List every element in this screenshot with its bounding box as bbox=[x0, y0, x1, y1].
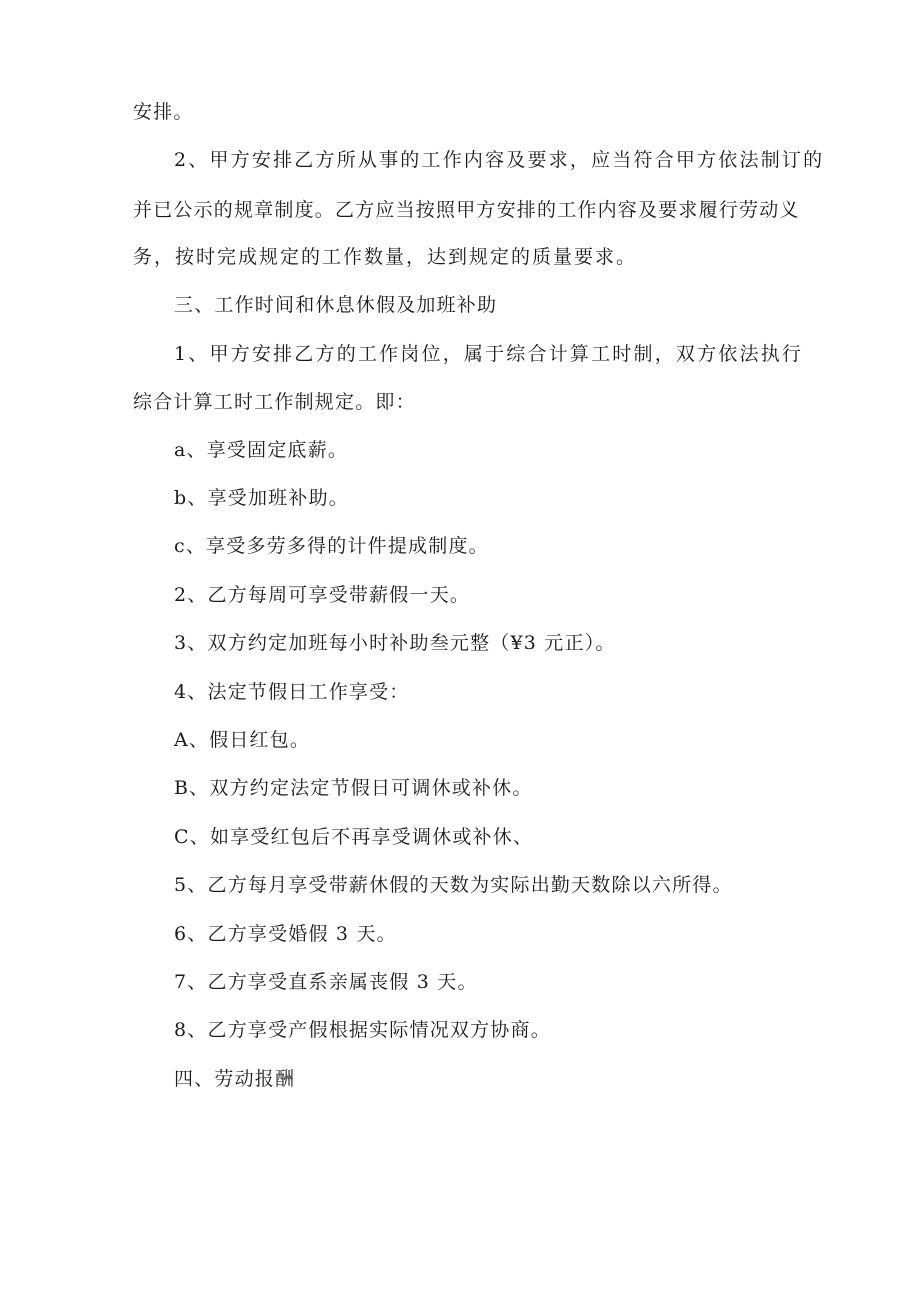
section-heading: 三、工作时间和休息休假及加班补助 bbox=[174, 294, 498, 316]
list-item: 6、乙方享受婚假 3 天。 bbox=[174, 923, 397, 945]
list-item: C、如享受红包后不再享受调休或补休、 bbox=[174, 826, 534, 848]
list-item: 8、乙方享受产假根据实际情况双方协商。 bbox=[174, 1019, 551, 1041]
list-item: 3、双方约定加班每小时补助叁元整（¥3 元正）。 bbox=[174, 632, 616, 654]
paragraph-line: 2、甲方安排乙方所从事的工作内容及要求，应当符合甲方依法制订的 bbox=[174, 149, 825, 171]
list-item: a、享受固定底薪。 bbox=[174, 439, 349, 461]
list-item: B、双方约定法定节假日可调休或补休。 bbox=[174, 777, 533, 799]
paragraph-line: 安排。 bbox=[133, 101, 194, 123]
list-item: 5、乙方每月享受带薪休假的天数为实际出勤天数除以六所得。 bbox=[174, 874, 733, 896]
paragraph-line: 综合计算工时工作制规定。即： bbox=[133, 391, 416, 413]
section-heading: 四、劳动报酬 bbox=[174, 1068, 296, 1090]
paragraph-line: 务，按时完成规定的工作数量，达到规定的质量要求。 bbox=[133, 246, 638, 268]
paragraph-line: 并已公示的规章制度。乙方应当按照甲方安排的工作内容及要求履行劳动义 bbox=[133, 199, 800, 221]
paragraph-line: 1、甲方安排乙方的工作岗位，属于综合计算工时制，双方依法执行 bbox=[174, 343, 804, 365]
list-item: A、假日红包。 bbox=[174, 729, 311, 751]
list-item: b、享受加班补助。 bbox=[174, 487, 349, 509]
list-item: 2、乙方每周可享受带薪假一天。 bbox=[174, 584, 471, 606]
list-item: 4、法定节假日工作享受： bbox=[174, 681, 410, 703]
list-item: c、享受多劳多得的计件提成制度。 bbox=[174, 535, 489, 557]
list-item: 7、乙方享受直系亲属丧假 3 天。 bbox=[174, 971, 478, 993]
